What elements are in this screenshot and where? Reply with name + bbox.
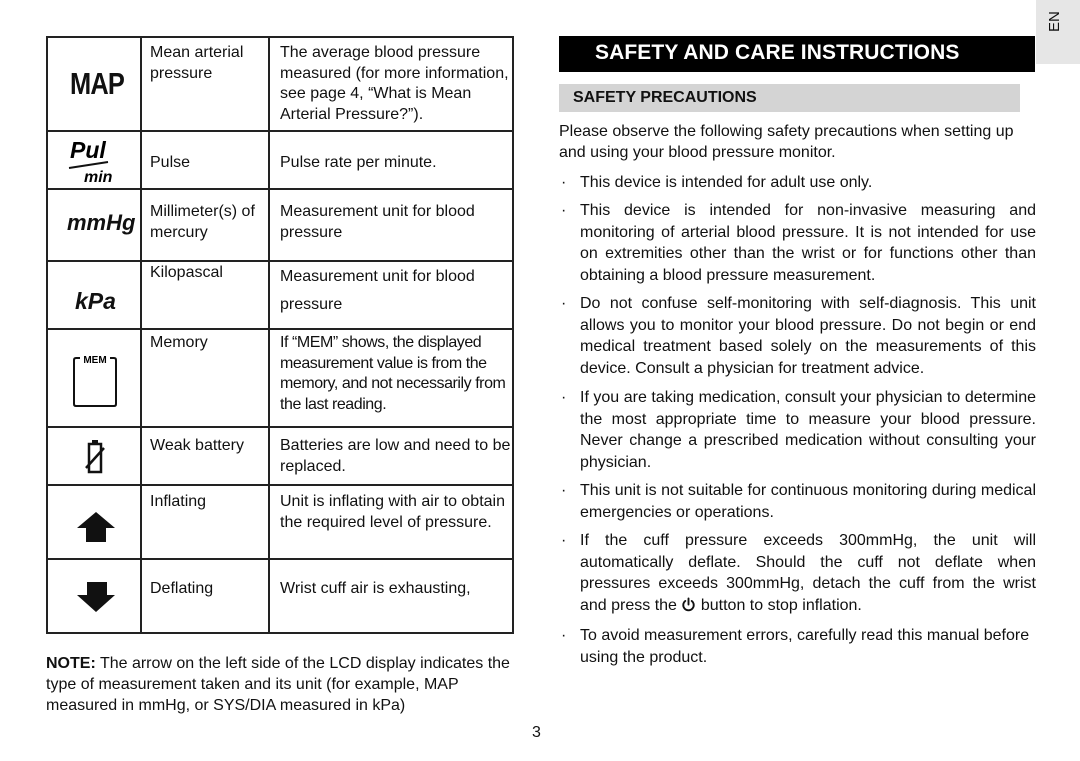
arrow-up-icon	[48, 486, 140, 558]
legend-row-mmhg	[48, 190, 512, 262]
power-icon	[681, 597, 696, 612]
subsection-header-bar	[559, 84, 1020, 112]
memory-icon-text: MEM	[83, 355, 107, 366]
legend-term: Millimeter(s) of mercury	[150, 203, 255, 241]
legend-term: Pulse	[150, 154, 191, 171]
svg-text:min: min	[84, 169, 113, 186]
memory-icon	[48, 330, 140, 426]
section-header-bar	[559, 36, 1035, 72]
legend-term: Weak battery	[150, 437, 244, 454]
weak-battery-icon	[48, 428, 140, 484]
language-label: EN	[1046, 11, 1063, 32]
bullet-text-before-icon: If the cuff pressure exceeds 300mmHg, the unit will automatically deflate. Should the cuff not deflate when pressures exceeds 300mmHg, detach the cuff from the wrist and press the	[580, 532, 1036, 614]
pulse-per-minute-icon-graphic	[48, 132, 140, 188]
legend-term: Inflating	[150, 493, 207, 510]
legend-row-pulse	[48, 132, 512, 190]
lcd-arrow-note	[46, 653, 522, 716]
legend-description: Batteries are low and need to be replaced.	[280, 437, 511, 475]
legend-row-weak-battery	[48, 428, 512, 486]
legend-term: Kilopascal	[150, 264, 223, 281]
bullet-text-after-icon: button to stop inflation.	[700, 596, 862, 614]
bullet-marker: ·	[561, 174, 567, 191]
note-text: The arrow on the left side of the LCD display indicates the type of measurement taken and its unit (for example, MAP measured in mmHg, or SYS/DIA measured in kPa)	[46, 655, 510, 714]
arrow-up-icon-graphic	[48, 486, 140, 558]
legend-term: Memory	[150, 334, 208, 351]
arrow-down-icon-graphic	[48, 560, 140, 632]
note-label: NOTE:	[46, 655, 96, 672]
kpa-icon	[48, 262, 140, 328]
svg-text:Pul: Pul	[70, 137, 106, 163]
legend-term: Mean arterial pressure	[150, 44, 244, 82]
legend-description: Measurement unit for blood pressure	[280, 203, 475, 241]
bullet-marker: ·	[561, 532, 567, 549]
memory-icon-graphic	[48, 330, 140, 426]
bullet-text: This unit is not suitable for continuous monitoring during medical emergencies or operations.	[580, 482, 1036, 521]
bullet-text	[580, 530, 1036, 616]
legend-row-memory	[48, 330, 512, 428]
mmhg-icon	[48, 190, 140, 260]
legend-description: Wrist cuff air is exhausting,	[280, 580, 471, 597]
bullet-text: Do not confuse self-monitoring with self-diagnosis. This unit allows you to monitor your blood pressure. Do not begin or end medical treatment based solely on the measurements of this device. Consult a physician for treatment advice.	[580, 295, 1036, 377]
pulse-per-minute-icon	[48, 132, 140, 188]
bullet-text: To avoid measurement errors, carefully read this manual before using the product.	[580, 627, 1030, 666]
bullet-text: This device is intended for non-invasive measuring and monitoring of arterial blood pressure. It is not intended for use on extremities other than the wrist or for functions other than obtaining a blood pressure measurement.	[580, 202, 1036, 284]
legend-description: Unit is inflating with air to obtain the required level of pressure.	[280, 493, 505, 531]
legend-term: Deflating	[150, 580, 214, 597]
weak-battery-icon-graphic	[48, 428, 140, 484]
section-title: SAFETY AND CARE INSTRUCTIONS	[595, 41, 960, 64]
kpa-icon-text: kPa	[75, 288, 116, 314]
legend-description: The average blood pressure measured (for more information, see page 4, “What is Mean Arterial Pressure?”).	[280, 44, 509, 123]
subsection-title: SAFETY PRECAUTIONS	[573, 89, 757, 106]
legend-description: Measurement unit for blood pressure	[280, 268, 475, 313]
map-icon	[48, 38, 140, 130]
safety-intro-text: Please observe the following safety precautions when setting up and using your blood pressure monitor.	[559, 123, 1014, 161]
icon-legend-table	[46, 36, 514, 634]
legend-description: Pulse rate per minute.	[280, 154, 437, 171]
page-number: 3	[532, 724, 541, 741]
legend-row-map	[48, 38, 512, 132]
legend-row-deflating	[48, 560, 512, 632]
bullet-marker: ·	[561, 482, 567, 499]
map-icon-text: MAP	[70, 66, 125, 101]
bullet-marker: ·	[561, 202, 567, 219]
bullet-text: If you are taking medication, consult your physician to determine the most appropriate time to measure your blood pressure. Never change a prescribed medication without consulting your physician.	[580, 389, 1036, 471]
language-tab	[1036, 0, 1080, 64]
legend-row-inflating	[48, 486, 512, 560]
bullet-marker: ·	[561, 295, 567, 312]
legend-row-kpa	[48, 262, 512, 330]
bullet-marker: ·	[561, 627, 567, 644]
arrow-down-icon	[48, 560, 140, 632]
legend-description: If “MEM” shows, the displayed measurement value is from the memory, and not necessarily from the last reading.	[280, 334, 506, 413]
bullet-text: This device is intended for adult use only.	[580, 174, 873, 191]
mmhg-icon-text: mmHg	[67, 210, 136, 235]
bullet-marker: ·	[561, 389, 567, 406]
